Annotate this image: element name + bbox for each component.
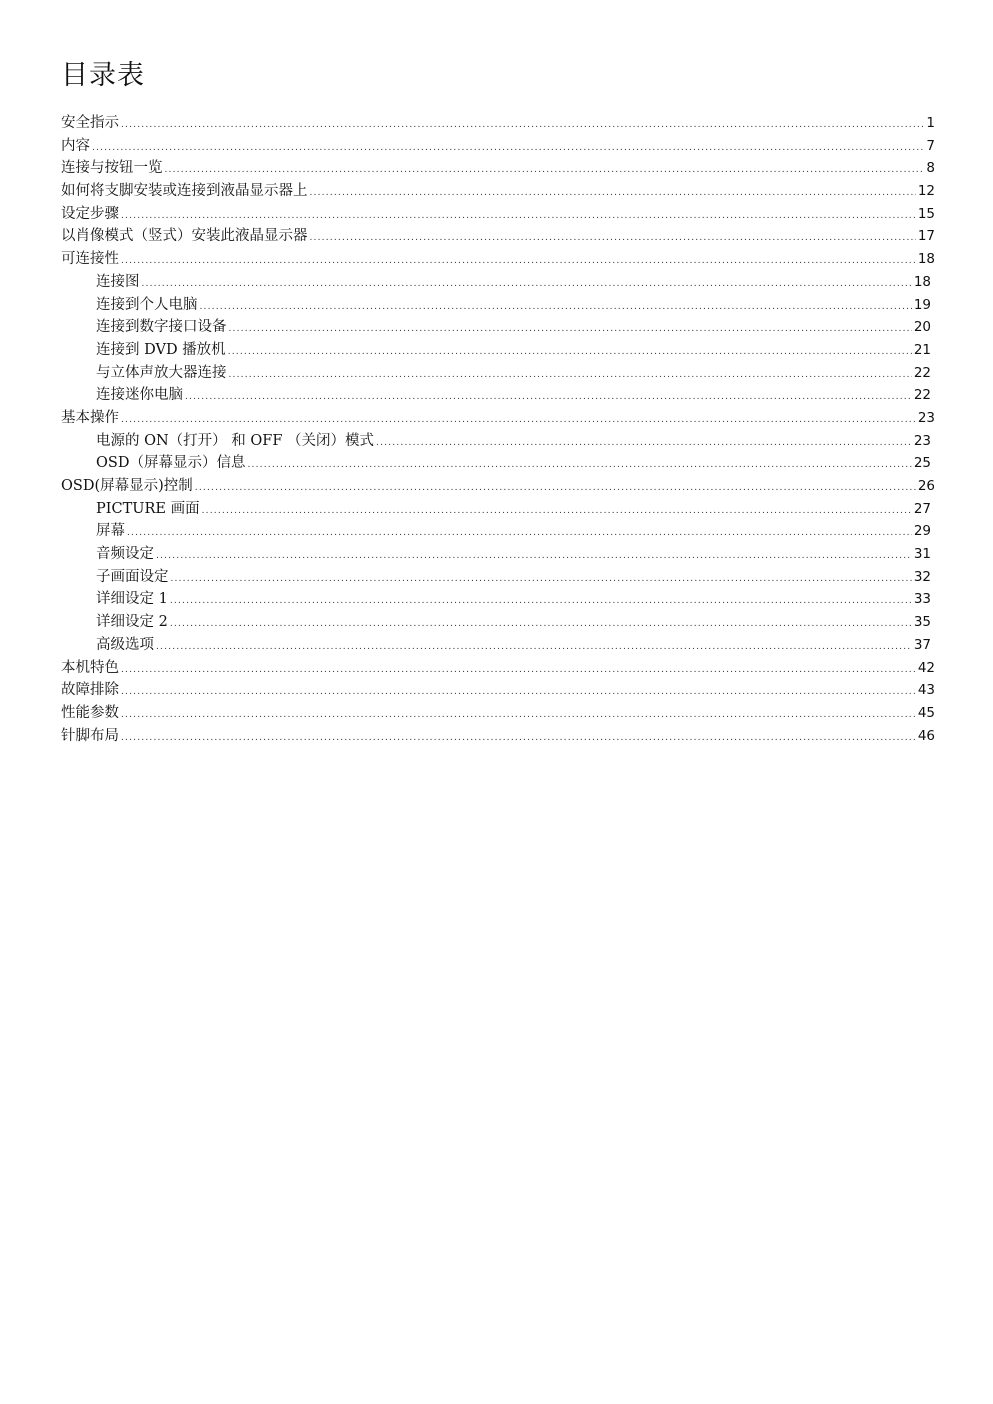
toc-entry-page-number: 12	[917, 183, 935, 200]
dot-leader	[170, 613, 912, 636]
dot-leader	[121, 114, 924, 137]
dot-leader	[229, 318, 912, 341]
toc-entry-label: 高级选项	[96, 636, 154, 653]
dot-leader	[376, 432, 912, 455]
toc-entry[interactable]	[61, 407, 935, 430]
page-title: 目录表	[61, 60, 145, 91]
toc-entry[interactable]	[61, 112, 935, 135]
dot-leader	[310, 227, 916, 250]
dot-leader	[156, 636, 912, 659]
toc-entry-label: 性能参数	[61, 704, 119, 721]
toc-entry-page-number: 22	[913, 387, 931, 404]
toc-entry-page-number: 37	[913, 636, 931, 653]
toc-entry-page-number: 15	[917, 205, 935, 222]
dot-leader	[202, 500, 912, 523]
dot-leader	[121, 205, 916, 228]
toc-entry-label: 连接与按钮一览	[61, 160, 163, 177]
toc-entry-label: 本机特色	[61, 659, 119, 676]
toc-entry-label: 安全指示	[61, 115, 119, 131]
dot-leader	[142, 273, 912, 296]
toc-entry-label: 子画面设定	[96, 568, 169, 585]
toc-entry-label: OSD(屏幕显示)控制	[61, 478, 193, 494]
toc-entry-label: 连接迷你电脑	[96, 387, 183, 404]
toc-entry-page-number: 7	[926, 137, 935, 154]
toc-entry-page-number: 21	[913, 341, 931, 358]
toc-entry[interactable]	[61, 271, 935, 294]
dot-leader	[121, 727, 916, 750]
toc-entry[interactable]	[61, 725, 935, 748]
toc-entry-label: 与立体声放大器连接	[96, 364, 227, 381]
toc-entry-label: 连接到数字接口设备	[96, 319, 227, 336]
dot-leader	[200, 296, 912, 319]
toc-entry[interactable]	[61, 702, 935, 725]
toc-entry-label: 屏幕	[96, 523, 125, 540]
toc-entry[interactable]	[61, 135, 935, 158]
toc-entry-label: 详细设定 2	[96, 614, 168, 631]
dot-leader	[165, 159, 925, 182]
dot-leader	[171, 568, 912, 591]
toc-entry-page-number: 20	[913, 319, 931, 336]
table-of-contents	[61, 112, 935, 747]
toc-entry[interactable]	[61, 657, 935, 680]
toc-entry[interactable]	[61, 225, 935, 248]
toc-entry[interactable]	[61, 475, 935, 498]
toc-entry-page-number: 26	[917, 478, 935, 494]
toc-entry[interactable]	[61, 588, 935, 611]
dot-leader	[185, 386, 912, 409]
toc-entry-label: 连接图	[96, 273, 140, 290]
toc-entry[interactable]	[61, 203, 935, 226]
toc-entry-page-number: 29	[913, 523, 931, 540]
toc-entry-label: 连接到个人电脑	[96, 296, 198, 313]
toc-entry-page-number: 46	[917, 727, 935, 744]
toc-entry-page-number: 18	[913, 273, 931, 290]
dot-leader	[121, 681, 916, 704]
toc-entry-page-number: 32	[913, 568, 931, 585]
dot-leader	[121, 409, 916, 432]
toc-entry[interactable]	[61, 543, 935, 566]
toc-entry-page-number: 27	[913, 500, 931, 517]
toc-entry[interactable]	[61, 679, 935, 702]
toc-entry-label: 连接到 DVD 播放机	[96, 341, 226, 358]
dot-leader	[247, 454, 911, 477]
dot-leader	[92, 137, 924, 160]
toc-entry[interactable]	[61, 566, 935, 589]
toc-entry-label: 设定步骤	[61, 205, 119, 222]
toc-entry[interactable]	[61, 316, 935, 339]
toc-entry-page-number: 17	[917, 228, 935, 245]
toc-entry[interactable]	[61, 362, 935, 385]
toc-entry[interactable]	[61, 384, 935, 407]
toc-entry-page-number: 23	[917, 409, 935, 426]
toc-entry-label: 以肖像模式（竖式）安装此液晶显示器	[61, 228, 308, 245]
toc-entry-label: 针脚布局	[61, 727, 119, 744]
dot-leader	[127, 522, 912, 545]
toc-entry-page-number: 45	[917, 704, 935, 721]
toc-entry-label: 音频设定	[96, 546, 154, 563]
dot-leader	[228, 341, 912, 364]
toc-entry-page-number: 25	[913, 455, 931, 472]
toc-entry-page-number: 31	[913, 546, 931, 563]
toc-entry-page-number: 23	[913, 432, 931, 449]
toc-entry[interactable]	[61, 611, 935, 634]
toc-entry-page-number: 18	[917, 251, 935, 268]
toc-entry-page-number: 19	[913, 296, 931, 313]
dot-leader	[195, 477, 916, 500]
toc-entry-page-number: 35	[913, 614, 931, 631]
toc-entry-label: OSD（屏幕显示）信息	[96, 455, 246, 472]
toc-entry-label: 内容	[61, 137, 90, 154]
toc-entry-page-number: 22	[913, 364, 931, 381]
toc-entry[interactable]	[61, 452, 935, 475]
dot-leader	[229, 364, 912, 387]
toc-entry[interactable]	[61, 634, 935, 657]
dot-leader	[170, 590, 912, 613]
toc-entry-label: 可连接性	[61, 251, 119, 268]
toc-entry[interactable]	[61, 430, 935, 453]
toc-entry-label: 如何将支脚安装或连接到液晶显示器上	[61, 183, 308, 200]
toc-entry-page-number: 8	[926, 160, 935, 177]
toc-entry-label: PICTURE 画面	[96, 500, 200, 517]
toc-entry[interactable]	[61, 520, 935, 543]
dot-leader	[310, 182, 916, 205]
toc-entry-label: 电源的 ON（打开） 和 OFF （关闭）模式	[96, 432, 375, 449]
toc-entry-page-number: 1	[926, 115, 935, 131]
toc-entry[interactable]	[61, 180, 935, 203]
dot-leader	[156, 545, 912, 568]
dot-leader	[121, 659, 916, 682]
toc-entry-page-number: 42	[917, 659, 935, 676]
toc-entry-label: 故障排除	[61, 682, 119, 699]
dot-leader	[121, 250, 916, 273]
toc-entry-label: 详细设定 1	[96, 591, 168, 608]
toc-entry-label: 基本操作	[61, 409, 119, 426]
toc-entry[interactable]	[61, 248, 935, 271]
toc-entry[interactable]	[61, 294, 935, 317]
toc-entry[interactable]	[61, 339, 935, 362]
toc-entry[interactable]	[61, 157, 935, 180]
dot-leader	[121, 704, 916, 727]
toc-entry-page-number: 43	[917, 682, 935, 699]
toc-entry-page-number: 33	[913, 591, 931, 608]
toc-entry[interactable]	[61, 498, 935, 521]
